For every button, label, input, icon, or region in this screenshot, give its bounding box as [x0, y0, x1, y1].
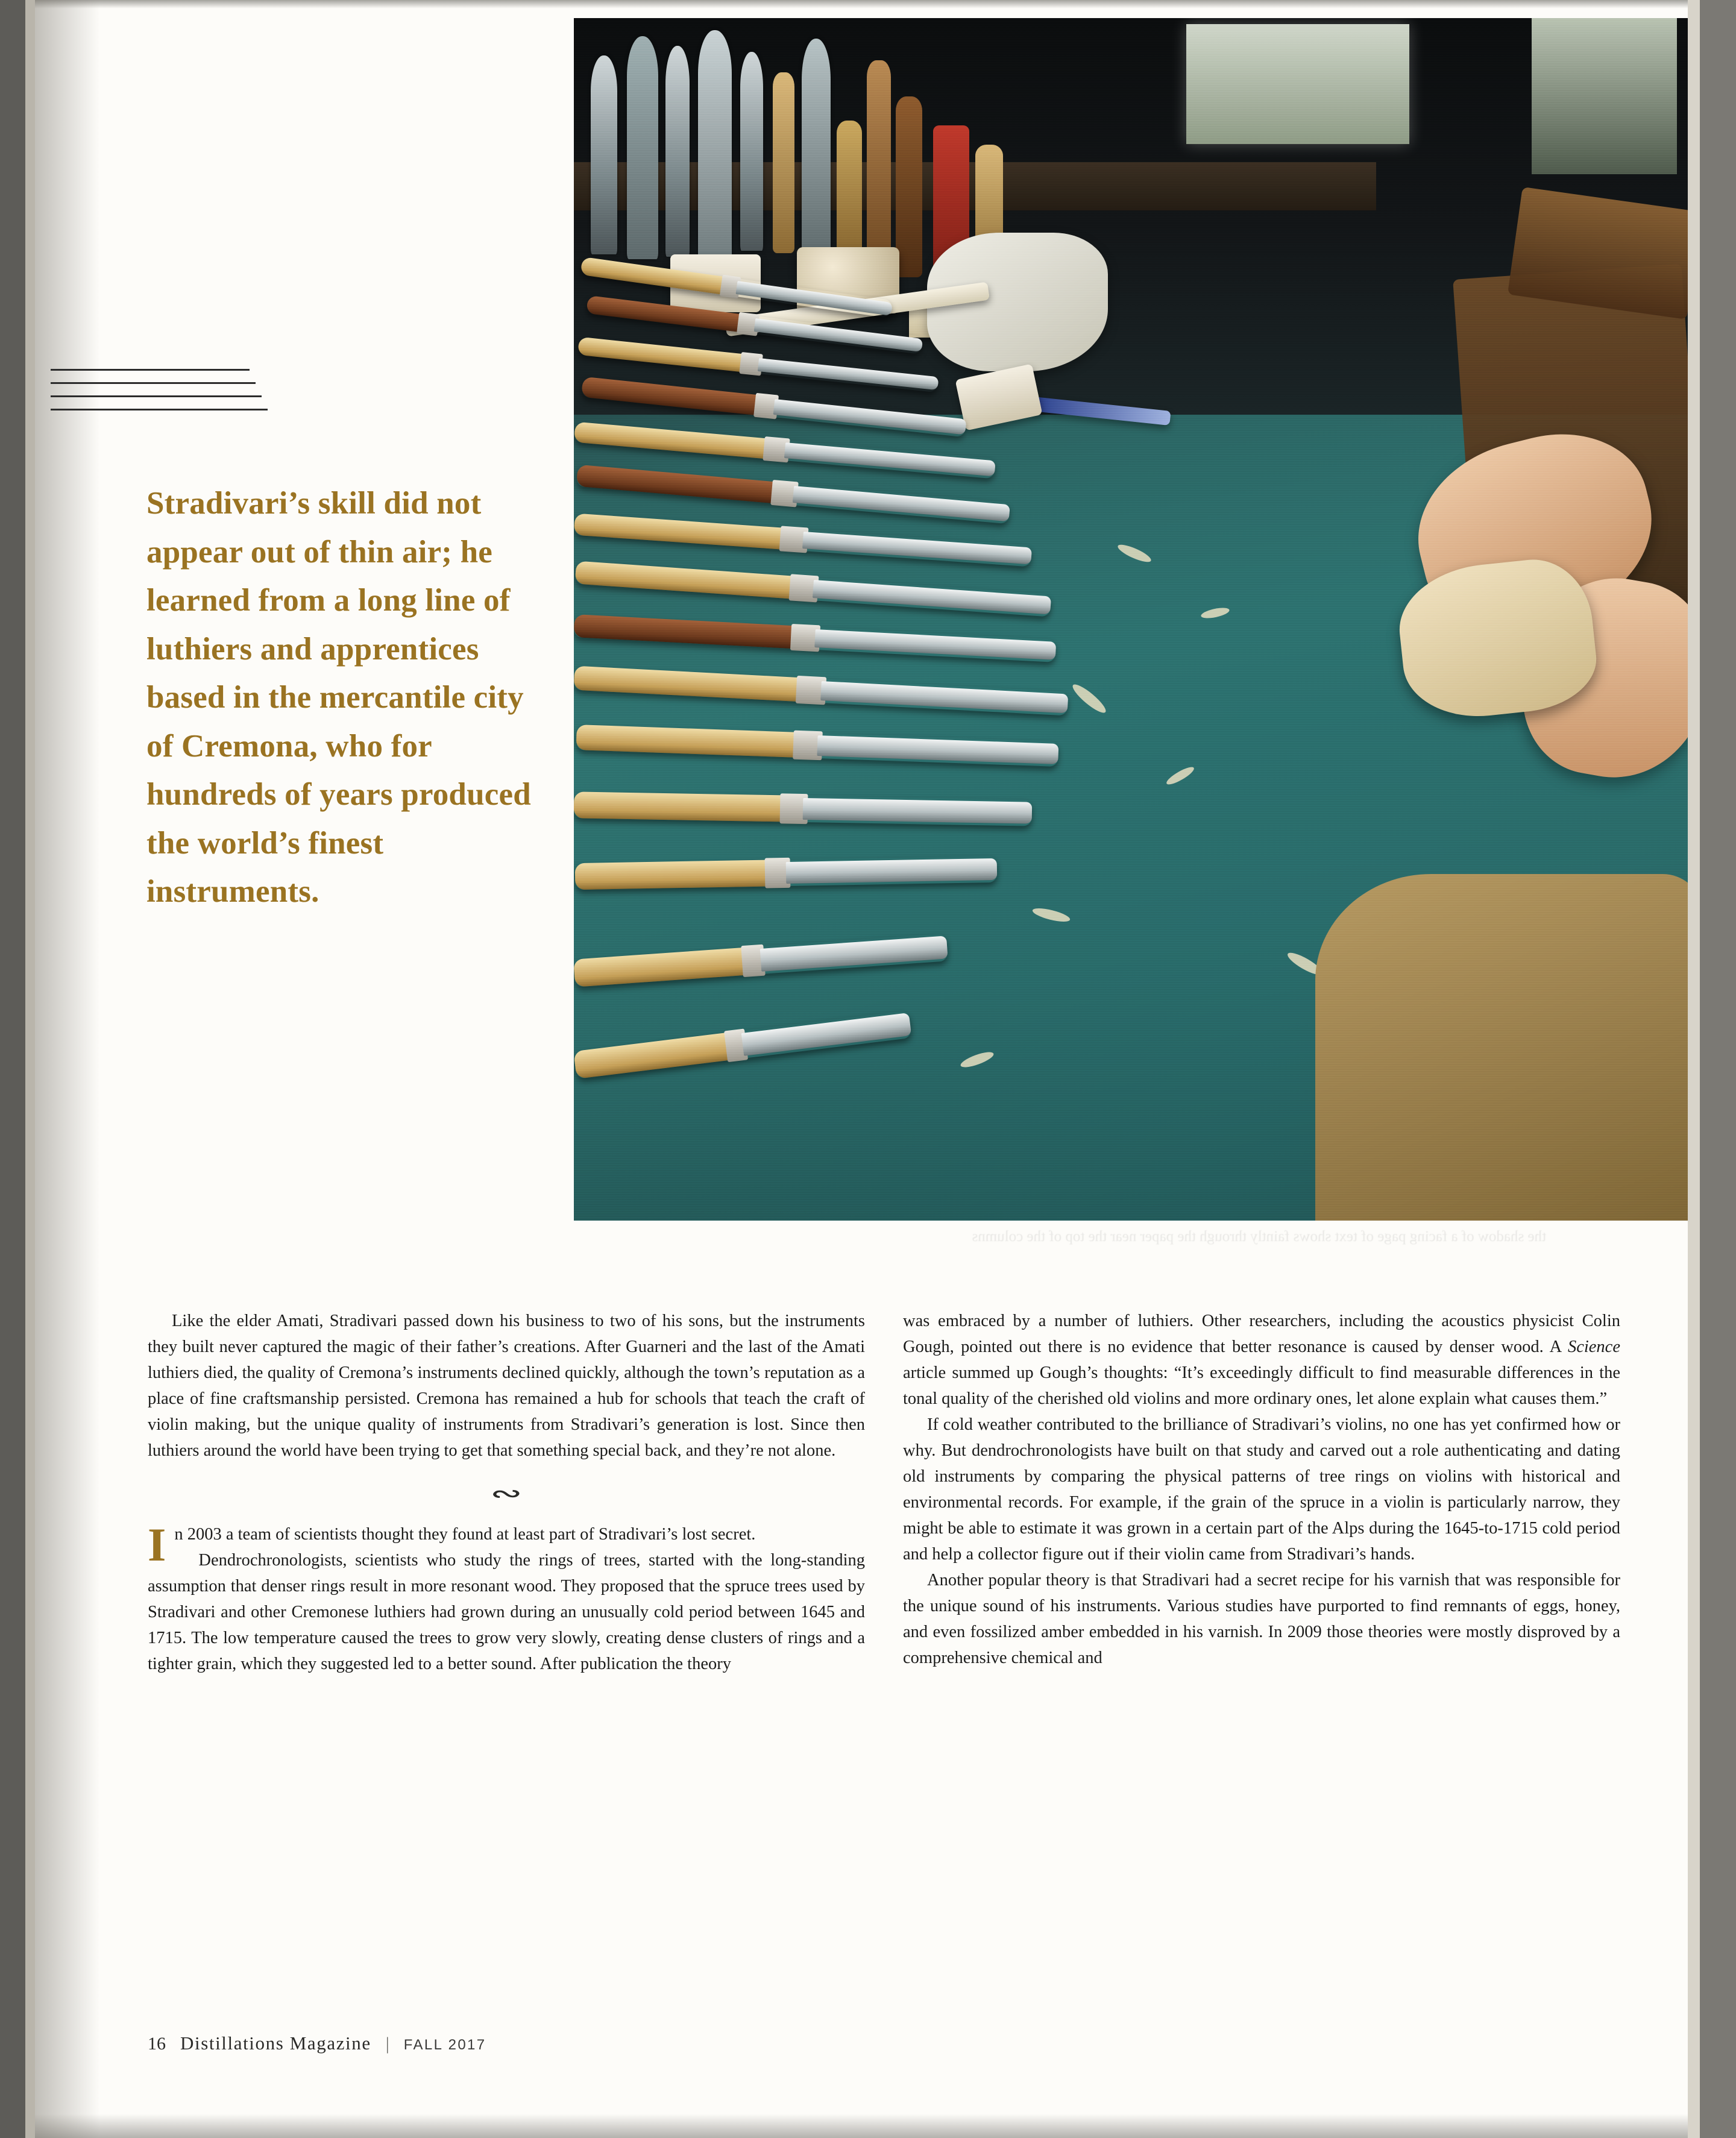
- body-column-left: [148, 1308, 865, 1677]
- gutter-shadow: [35, 0, 107, 2138]
- pull-quote: Stradivari’s skill did not appear out of thin air; he learned from a long line of luthiers and apprentices based in the mercantile city of Cremona, who for hundreds of years produced the world’s finest instruments.: [146, 486, 531, 910]
- staff-lines-ornament: [51, 369, 250, 420]
- magazine-name: Distillations Magazine: [180, 2033, 371, 2054]
- paper-top-shadow: [35, 0, 1688, 8]
- page-footer: [148, 2033, 486, 2054]
- section-ornament: [148, 1482, 865, 1506]
- page-number: 16: [148, 2034, 166, 2054]
- body-column-right: [903, 1308, 1620, 1671]
- paragraph: Another popular theory is that Stradivari had a secret recipe for his varnish that was responsible for the unique sound of his instruments. Various studies have purported to find remnants of eggs, honey, and even fossilized amber embedded in his varnish. In 2009 those theories were mostly disproved by a comprehensive chemical and: [903, 1571, 1620, 1667]
- paper-bottom-shadow: [35, 2114, 1688, 2138]
- journal-name: Science: [1567, 1338, 1620, 1356]
- ornament-glyph: ∾: [490, 1480, 523, 1507]
- paragraph: was embraced by a number of luthiers. Other researchers, including the acoustics physicist Colin Gough, pointed out there is no evidence that better resonance is caused by denser wood. A Science article summed up Gough’s thoughts: “It’s exceedingly difficult to find measurable differences in the tonal quality of the cherished old violins and more ordinary ones, let alone explain what causes them.”: [903, 1312, 1620, 1408]
- issue-label: FALL 2017: [403, 2037, 486, 2053]
- page-bleed-through: the shadow of a facing page of text shows faintly through the paper near the top of the columns: [972, 1228, 1546, 1245]
- footer-separator: |: [385, 2034, 389, 2054]
- workbench-photo: [574, 18, 1688, 1221]
- paragraph: Dendrochronologists, scientists who study the rings of trees, started with the long-standing assumption that denser rings result in more resonant wood. They proposed that the spruce trees used by Stradivari and other Cremonese luthiers had grown during an unusually cold period between 1645 and 1715. The low temperature caused the trees to grow very slowly, creating dense clusters of rings and a tighter grain, which they suggested led to a better sound. After publication the theory: [148, 1551, 865, 1673]
- paragraph: Like the elder Amati, Stradivari passed down his business to two of his sons, but the instruments they built never captured the magic of their father’s creations. After Guarneri and the last of the Amati luthiers died, the quality of Cremona’s instruments declined quickly, although the town’s reputation as a place of fine craftsmanship persisted. Cremona has remained a hub for schools that teach the craft of violin making, but the unique quality of instruments from Stradivari’s generation is lost. Since then luthiers around the world have been trying to get that something special back, and they’re not alone.: [148, 1312, 865, 1460]
- drop-cap: I: [148, 1518, 166, 1571]
- paragraph-text: n 2003 a team of scientists thought they found at least part of Stradivari’s lost secret.: [174, 1525, 756, 1544]
- photo-grain: [574, 18, 1688, 1221]
- paragraph: If cold weather contributed to the brilliance of Stradivari’s violins, no one has yet confirmed how or why. But dendrochronologists have built on that study and carved out a role authenticating and dating old instruments by comparing the physical patterns of tree rings on violins with historical and environmental records. For example, if the grain of the spruce in a violin is particularly narrow, they might be able to estimate it was grown in a certain part of the Alps during the 1645-to-1715 cold period and help a collector figure out if their violin came from Stradivari’s hands.: [903, 1415, 1620, 1564]
- paragraph-with-dropcap: [148, 1518, 865, 1571]
